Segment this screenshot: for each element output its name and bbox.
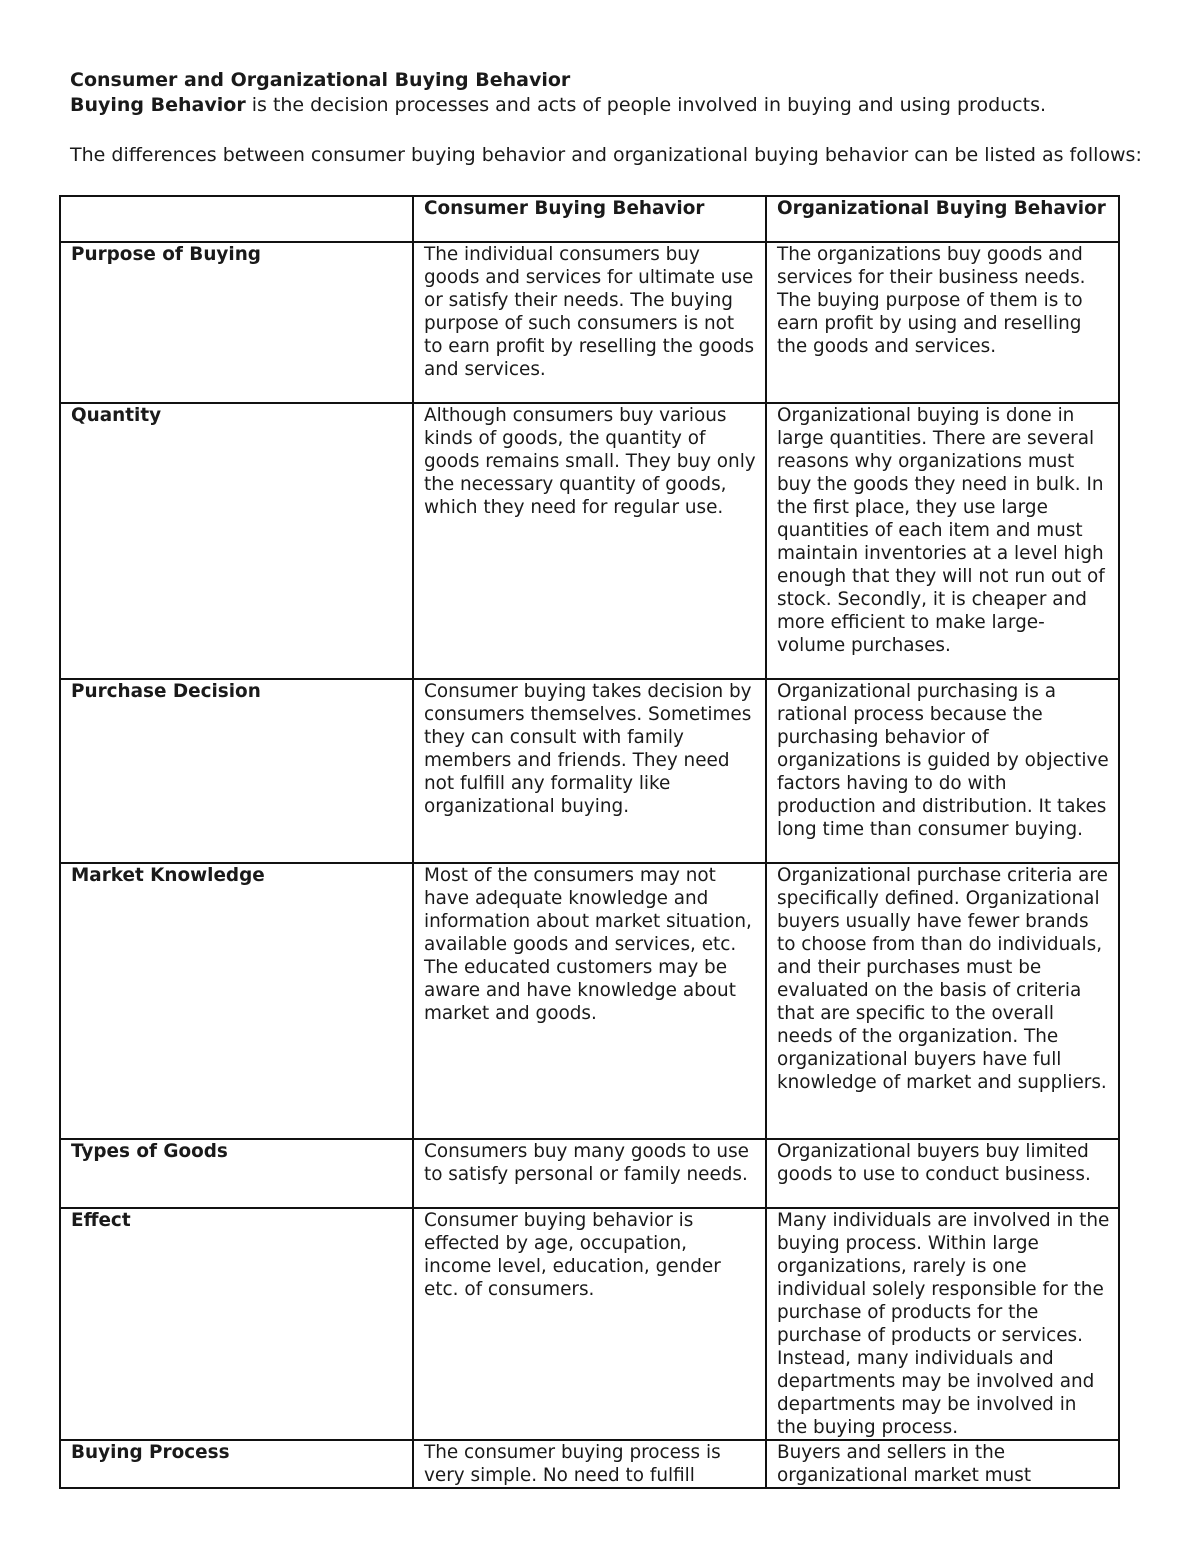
row-organizational: Organizational purchasing is a rational process because the purchasing behavior of organizations is guided by objective factors having to do with production and distribution. It takes long time than consumer buying. (766, 679, 1119, 863)
table-row (60, 1208, 1119, 1440)
row-aspect: Purchase Decision (60, 679, 413, 863)
table-row (60, 403, 1119, 679)
header-organizational: Organizational Buying Behavior (766, 196, 1119, 242)
row-consumer: The individual consumers buy goods and services for ultimate use or satisfy their needs. The buying purpose of such consumers is not to earn profit by reselling the goods and services. (413, 242, 766, 403)
row-aspect: Types of Goods (60, 1139, 413, 1208)
table-header-row (60, 196, 1119, 242)
row-aspect: Buying Process (60, 1440, 413, 1488)
header-blank-cell (60, 196, 413, 242)
row-organizational: Organizational buyers buy limited goods to use to conduct business. (766, 1139, 1119, 1208)
row-aspect: Market Knowledge (60, 863, 413, 1139)
definition-term: Buying Behavior (70, 94, 246, 116)
row-aspect: Purpose of Buying (60, 242, 413, 403)
row-aspect: Quantity (60, 403, 413, 679)
row-organizational: Organizational buying is done in large quantities. There are several reasons why organizations must buy the goods they need in bulk. In the first place, they use large quantities of each item and must maintain inventories at a level high enough that they will not run out of stock. Secondly, it is cheaper and more efficient to make large-volume purchases. (766, 403, 1119, 679)
document-title: Consumer and Organizational Buying Behavior (70, 69, 571, 91)
table-row (60, 242, 1119, 403)
row-consumer: Consumers buy many goods to use to satisfy personal or family needs. (413, 1139, 766, 1208)
row-consumer: Consumer buying behavior is effected by age, occupation, income level, education, gender etc. of consumers. (413, 1208, 766, 1440)
definition-text: is the decision processes and acts of people involved in buying and using products. (245, 94, 1047, 116)
row-organizational: Buyers and sellers in the organizational market must (766, 1440, 1119, 1488)
table-row (60, 1139, 1119, 1208)
row-organizational: Organizational purchase criteria are specifically defined. Organizational buyers usually have fewer brands to choose from than do individuals, and their purchases must be evaluated on the basis of criteria that are specific to the overall needs of the organization. The organizational buyers have full knowledge of market and suppliers. (766, 863, 1119, 1139)
table-row (60, 1440, 1119, 1488)
table-row (60, 679, 1119, 863)
row-organizational: The organizations buy goods and services for their business needs. The buying purpose of them is to earn profit by using and reselling the goods and services. (766, 242, 1119, 403)
header-consumer: Consumer Buying Behavior (413, 196, 766, 242)
intro-paragraph: The differences between consumer buying behavior and organizational buying behavior can be listed as follows: (70, 144, 1142, 166)
row-consumer: Although consumers buy various kinds of goods, the quantity of goods remains small. They buy only the necessary quantity of goods, which they need for regular use. (413, 403, 766, 679)
row-consumer: The consumer buying process is very simple. No need to fulfill (413, 1440, 766, 1488)
row-aspect: Effect (60, 1208, 413, 1440)
comparison-table (59, 195, 1120, 1489)
row-consumer: Consumer buying takes decision by consumers themselves. Sometimes they can consult with family members and friends. They need not fulfill any formality like organizational buying. (413, 679, 766, 863)
row-consumer: Most of the consumers may not have adequate knowledge and information about market situation, available goods and services, etc. The educated customers may be aware and have knowledge about market and goods. (413, 863, 766, 1139)
table-row (60, 863, 1119, 1139)
definition-line (70, 94, 1046, 117)
row-organizational: Many individuals are involved in the buying process. Within large organizations, rarely is one individual solely responsible for the purchase of products for the purchase of products or services. Instead, many individuals and departments may be involved and departments may be involved in the buying process. (766, 1208, 1119, 1440)
